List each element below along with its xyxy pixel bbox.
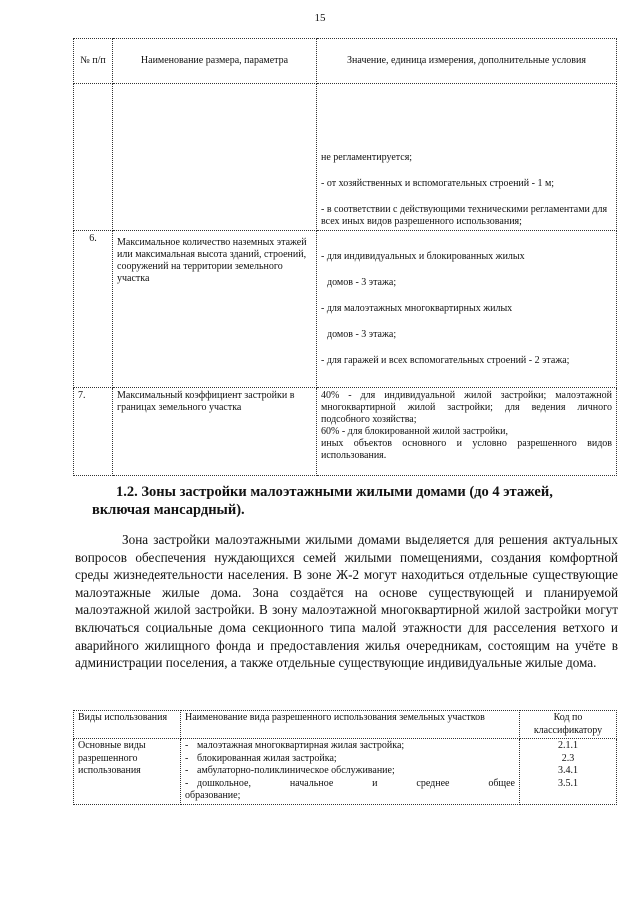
class-code: 2.3 [561, 752, 575, 764]
value-line: - для гаражей и всех вспомогательных строений - 2 этажа; [321, 355, 570, 366]
value-line: 60% - для блокированной жилой застройки, [321, 426, 508, 437]
value-line: 40% - для индивидуальной жилой застройки; малоэтажной многоквартирной жилой застройки; для ведения личного подсобного хозяйства; [321, 390, 612, 425]
value-line: - от хозяйственных и вспомогательных строений - 1 м; [321, 178, 555, 189]
value-line: домов - 3 этажа; [327, 329, 397, 340]
list-item-text: амбулаторно-поликлиническое обслуживание; [197, 765, 395, 776]
value-line: иных объектов основного и условно разрешенного видов использования. [321, 438, 612, 461]
list-item-text: малоэтажная многоквартирная жилая застройка; [197, 740, 405, 751]
cell-num [74, 84, 113, 231]
table-header-row [74, 711, 617, 739]
list-item [185, 740, 515, 753]
list-dash: - [185, 740, 189, 751]
value-line: домов - 3 этажа; [327, 277, 397, 288]
list-dash: - [185, 752, 189, 764]
table-row [74, 84, 617, 231]
class-code: 2.1.1 [558, 740, 578, 751]
cell-num: 7. [74, 388, 113, 476]
cell-value [317, 388, 617, 476]
header-code: Код по классификатору [520, 711, 617, 739]
parameters-table [73, 38, 617, 476]
list-item-text: блокированная жилая застройка; [197, 752, 337, 764]
table-row [74, 739, 617, 805]
value-line: не регламентируется; [321, 152, 413, 163]
use-list [181, 739, 520, 805]
cell-num: 6. [74, 231, 113, 388]
value-line: - для индивидуальных и блокированных жилых [321, 251, 525, 262]
cell-name: Максимальный коэффициент застройки в границах земельного участка [113, 388, 317, 476]
list-item-continuation: образование; [185, 790, 241, 801]
class-code: 3.5.1 [558, 777, 578, 789]
land-use-table [73, 710, 617, 805]
cell-value [317, 231, 617, 388]
header-name: Наименование размера, параметра [113, 39, 317, 84]
header-num: № п/п [74, 39, 113, 84]
header-type: Виды использования [74, 711, 181, 739]
list-item [185, 753, 515, 766]
group-label: Основные виды разрешенного использования [74, 739, 181, 805]
header-value: Значение, единица измерения, дополнительные условия [317, 39, 617, 84]
table-row [74, 231, 617, 388]
code-list [520, 739, 617, 805]
list-item [185, 765, 515, 778]
table-header-row [74, 39, 617, 84]
section-paragraph: Зона застройки малоэтажными жилыми домами выделяется для решения актуальных вопросов обеспечения нуждающихся семей жилыми помещениями, создания комфортной среды жизнедеятельности населения. В зоне Ж-2 могут находиться отдельные существующие малоэтажные жилые дома. Зона создаётся на основе существующей и планируемой малоэтажной жилой застройки. В зону малоэтажной многоквартирной жилой застройки могут включаться социальные дома секционного типа малой этажности для расселения ветхого и аварийного жилищного фонда и предоставления жилья очередникам, состоящим на учёте в администрации поселения, а также отдельные существующие индивидуальные жилые дома. [75, 532, 618, 671]
list-item-text: дошкольное, начальное и среднее общее [197, 777, 515, 789]
cell-value [317, 84, 617, 231]
header-name: Наименование вида разрешенного использования земельных участков [181, 711, 520, 739]
value-line: - в соответствии с действующими техническими регламентами для всех иных видов разрешенного использования; [321, 204, 608, 227]
list-dash: - [185, 777, 189, 789]
section-heading-line: включая мансардный). [92, 502, 245, 518]
cell-name [113, 84, 317, 231]
list-item [185, 778, 515, 791]
section-heading-line: 1.2. Зоны застройки малоэтажными жилыми домами (до 4 этажей, [116, 484, 553, 500]
page-number: 15 [314, 12, 326, 24]
cell-name: Максимальное количество наземных этажей или максимальная высота зданий, строений, сооружений на территории земельного участка [113, 231, 317, 388]
value-line: - для малоэтажных многоквартирных жилых [321, 303, 513, 314]
list-dash: - [185, 765, 189, 776]
class-code: 3.4.1 [558, 765, 578, 776]
section-heading [92, 483, 618, 519]
table-row [74, 388, 617, 476]
